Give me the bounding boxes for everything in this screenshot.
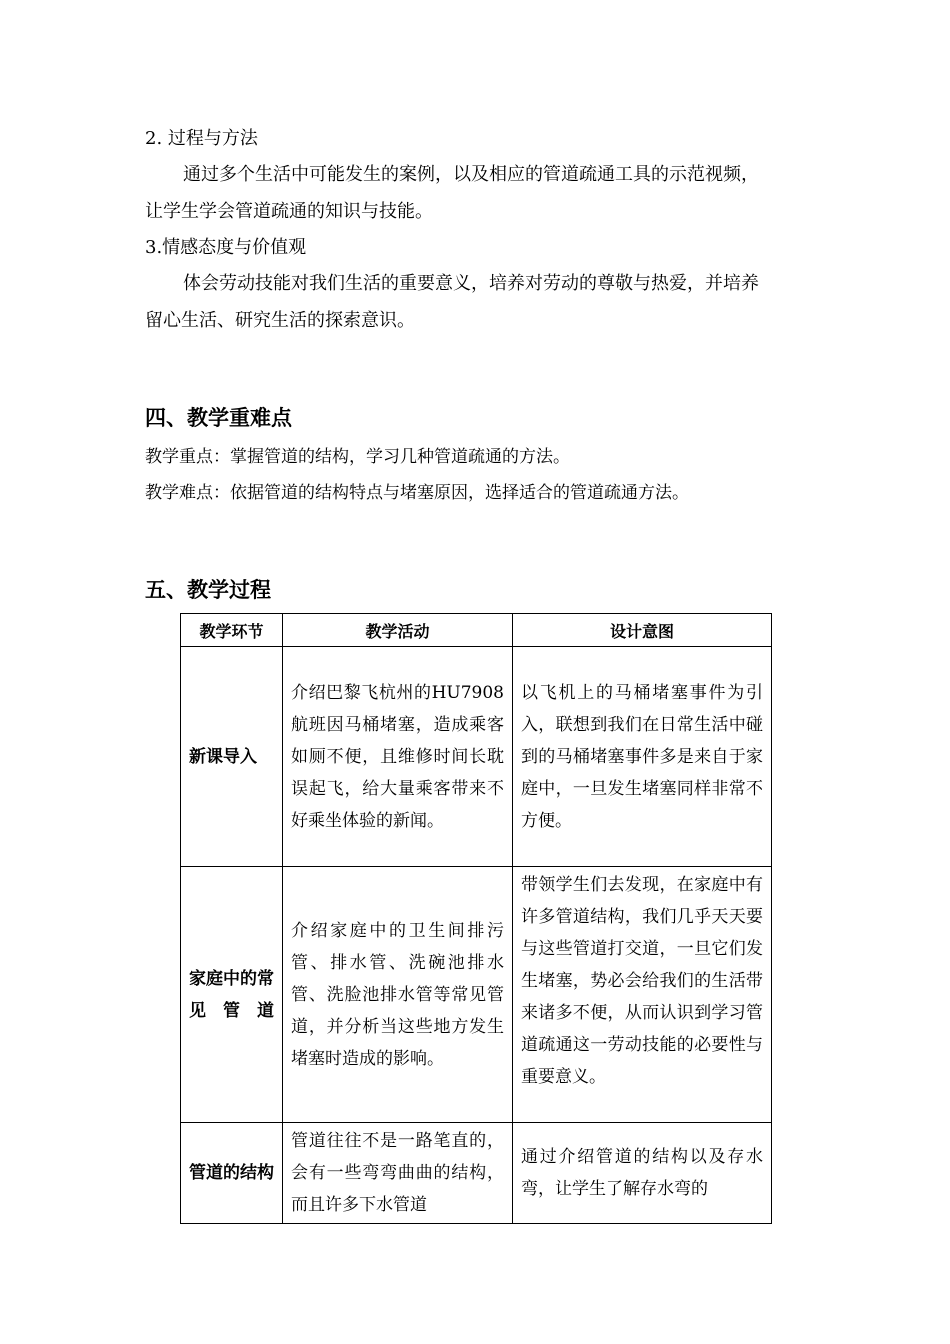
table-row	[181, 647, 772, 867]
header-stage: 教学环节	[181, 614, 283, 647]
table-header-row	[181, 614, 772, 647]
stage-cell: 管道的结构	[181, 1123, 283, 1224]
stage-cell: 新课导入	[181, 647, 283, 867]
teaching-process-table	[180, 613, 772, 1224]
activity-cell: 管道往往不是一路笔直的，会有一些弯弯曲曲的结构，而且许多下水管道	[283, 1123, 513, 1224]
intent-cell: 以飞机上的马桶堵塞事件为引入，联想到我们在日常生活中碰到的马桶堵塞事件多是来自于家庭中，一旦发生堵塞同样非常不方便。	[513, 647, 772, 867]
table-row	[181, 867, 772, 1123]
teaching-focus: 教学重点：掌握管道的结构，学习几种管道疏通的方法。	[145, 447, 570, 467]
section-3-body-line-1: 体会劳动技能对我们生活的重要意义，培养对劳动的尊敬与热爱，并培养	[183, 273, 759, 294]
header-intent: 设计意图	[513, 614, 772, 647]
intent-cell: 带领学生们去发现，在家庭中有许多管道结构，我们几乎天天要与这些管道打交道，一旦它们发生堵塞，势必会给我们的生活带来诸多不便，从而认识到学习管道疏通这一劳动技能的必要性与重要意义。	[513, 867, 772, 1123]
section-3-title: 3.情感态度与价值观	[145, 237, 307, 258]
process-heading: 五、教学过程	[145, 578, 271, 602]
key-points-heading: 四、教学重难点	[145, 406, 292, 430]
intent-cell: 通过介绍管道的结构以及存水弯，让学生了解存水弯的	[513, 1123, 772, 1224]
teaching-difficulty: 教学难点：依据管道的结构特点与堵塞原因，选择适合的管道疏通方法。	[145, 483, 689, 503]
section-2-title: 2. 过程与方法	[145, 128, 258, 149]
header-activity: 教学活动	[283, 614, 513, 647]
activity-cell: 介绍家庭中的卫生间排污管、排水管、洗碗池排水管、洗脸池排水管等常见管道，并分析当这些地方发生堵塞时造成的影响。	[283, 867, 513, 1123]
section-2-body-line-1: 通过多个生活中可能发生的案例，以及相应的管道疏通工具的示范视频，	[183, 164, 759, 185]
table-row	[181, 1123, 772, 1224]
section-2-body-line-2: 让学生学会管道疏通的知识与技能。	[145, 201, 433, 222]
activity-cell: 介绍巴黎飞杭州的HU7908航班因马桶堵塞，造成乘客如厕不便，且维修时间长耽误起飞，给大量乘客带来不好乘坐体验的新闻。	[283, 647, 513, 867]
section-3-body-line-2: 留心生活、研究生活的探索意识。	[145, 310, 415, 331]
stage-cell: 家庭中的常见管道	[181, 867, 283, 1123]
